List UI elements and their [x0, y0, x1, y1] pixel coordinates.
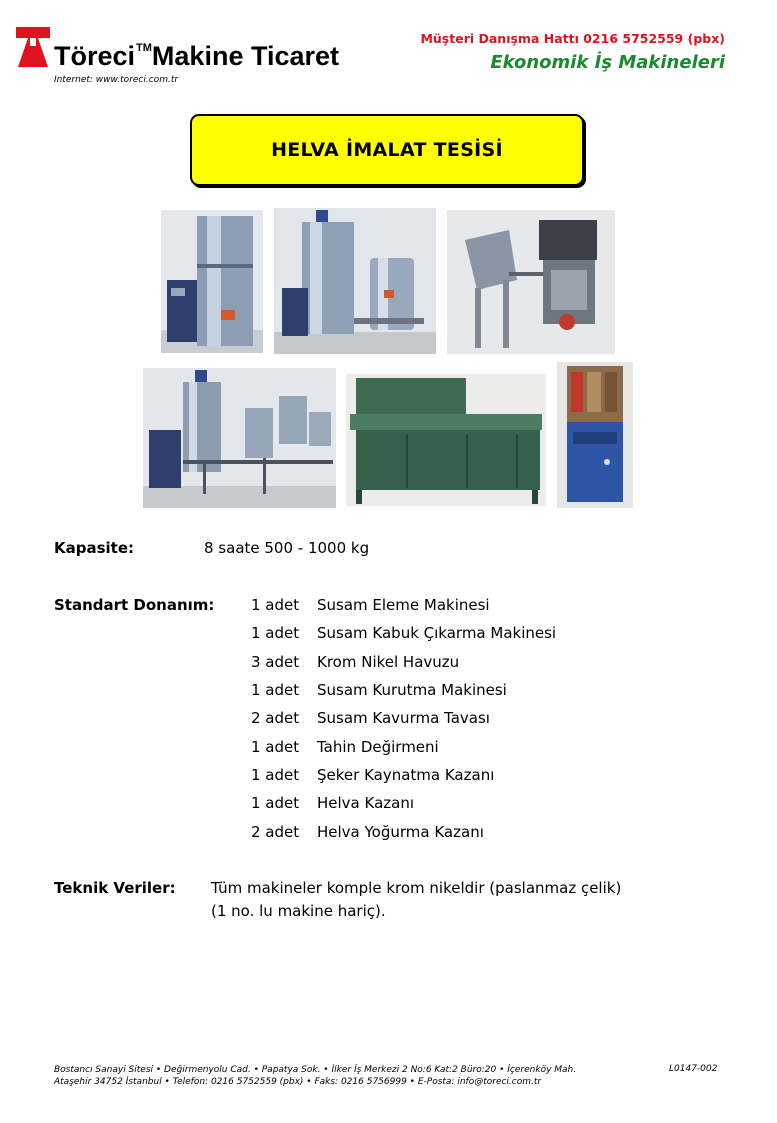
equipment-item: 1 adet Şeker Kaynatma Kazanı [251, 766, 495, 784]
equipment-item: 1 adet Susam Kabuk Çıkarma Makinesi [251, 624, 557, 642]
equipment-label: Standart Donanım: [54, 596, 215, 614]
brand-name: Töreci™Makine Ticaret [54, 41, 340, 71]
equipment-item: 1 adet Susam Eleme Makinesi [251, 596, 490, 614]
toreci-logo-icon [14, 26, 52, 68]
footer-address [54, 1064, 576, 1088]
document-id: L0147-002 [669, 1064, 718, 1074]
page-title: HELVA İMALAT TESİSİ [271, 139, 503, 161]
internet-address: Internet: www.toreci.com.tr [54, 75, 179, 85]
technical-line-1: Tüm makineler komple krom nikeldir (paslanmaz çelik) [211, 879, 622, 897]
tank-line-photo [143, 368, 336, 508]
equipment-item: 2 adet Helva Yoğurma Kazanı [251, 823, 484, 841]
capacity-value: 8 saate 500 - 1000 kg [204, 539, 370, 557]
capacity-label: Kapasite: [54, 539, 135, 557]
blue-cabinet-photo [557, 362, 633, 508]
footer-line-2: Ataşehir 34752 İstanbul • Telefon: 0216 5752559 (pbx) • Faks: 0216 5756999 • E-Posta: info@toreci.com.tr [54, 1077, 542, 1087]
technical-line-2: (1 no. lu makine hariç). [211, 902, 386, 920]
technical-label: Teknik Veriler: [54, 879, 176, 897]
green-conveyor-photo [346, 374, 546, 506]
equipment-item: 1 adet Susam Kurutma Makinesi [251, 681, 507, 699]
tagline: Ekonomik İş Makineleri [490, 52, 725, 73]
customer-hotline: Müşteri Danışma Hattı 0216 5752559 (pbx) [420, 31, 725, 46]
cylindrical-boiler-photo [161, 210, 263, 353]
hopper-machines-photo [447, 210, 615, 354]
twin-tank-photo [274, 208, 436, 354]
equipment-item: 1 adet Tahin Değirmeni [251, 738, 439, 756]
equipment-item: 1 adet Helva Kazanı [251, 794, 415, 812]
footer-line-1: Bostancı Sanayi Sitesi • Değirmenyolu Cad. • Papatya Sok. • İlker İş Merkezi 2 No:6 Kat:2 Büro:20 • İçerenköy Mah. [54, 1065, 577, 1075]
equipment-item: 3 adet Krom Nikel Havuzu [251, 653, 460, 671]
equipment-item: 2 adet Susam Kavurma Tavası [251, 709, 490, 727]
page-title-box [190, 114, 584, 186]
